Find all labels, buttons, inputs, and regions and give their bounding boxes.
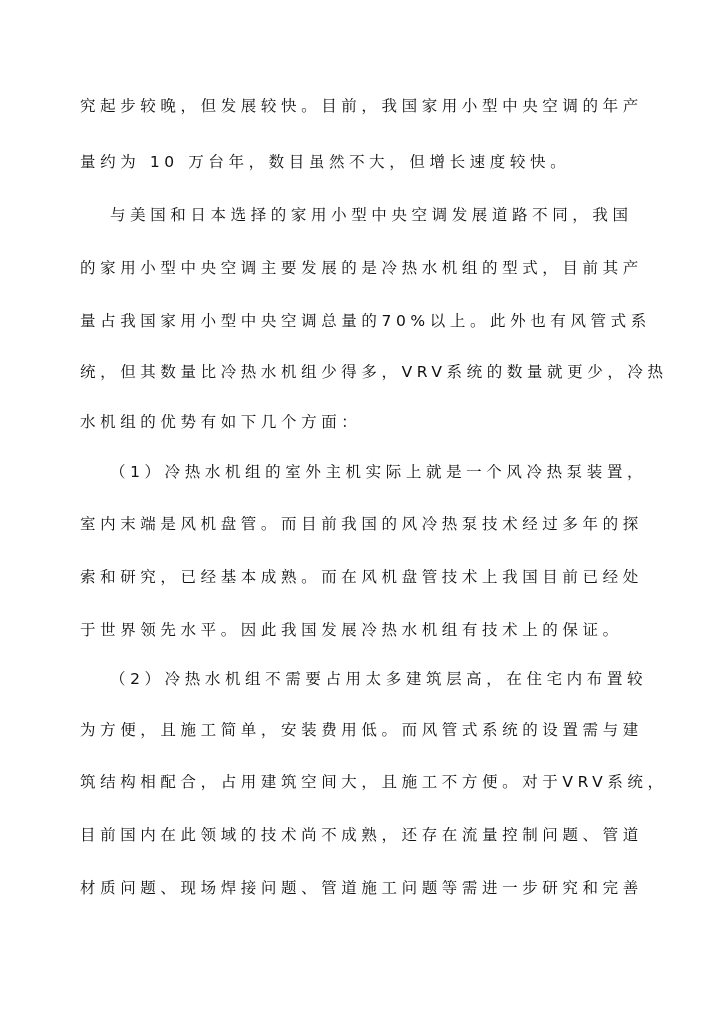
text-line-15: 目前国内在此领域的技术尚不成熟，还存在流量控制问题、管道	[80, 826, 643, 844]
text-line-1: 究起步较晚，但发展较快。目前，我国家用小型中央空调的年产	[80, 97, 643, 115]
text-line-16: 材质问题、现场焊接问题、管道施工问题等需进一步研究和完善	[80, 879, 643, 897]
text-line-3: 与美国和日本选择的家用小型中央空调发展道路不同，我国	[110, 206, 633, 224]
text-line-8: （1）冷热水机组的室外主机实际上就是一个风冷热泵装置，	[110, 463, 648, 481]
text-line-5: 量占我国家用小型中央空调总量的70%以上。此外也有风管式系	[80, 312, 651, 330]
text-line-9: 室内末端是风机盘管。而目前我国的风冷热泵技术经过多年的探	[80, 515, 643, 533]
text-line-14: 筑结构相配合，占用建筑空间大，且施工不方便。对于VRV系统，	[80, 773, 668, 791]
text-line-10: 索和研究，已经基本成熟。而在风机盘管技术上我国目前已经处	[80, 568, 643, 586]
text-line-4: 的家用小型中央空调主要发展的是冷热水机组的型式，目前其产	[80, 259, 643, 277]
text-line-12: （2）冷热水机组不需要占用太多建筑层高，在住宅内布置较	[110, 670, 648, 688]
text-line-2: 量约为 10 万台年，数目虽然不大，但增长速度较快。	[80, 153, 571, 171]
text-line-6: 统，但其数量比冷热水机组少得多，VRV系统的数量就更少，冷热	[80, 363, 668, 381]
text-line-11: 于世界领先水平。因此我国发展冷热水机组有技术上的保证。	[80, 621, 623, 639]
text-line-13: 为方便，且施工简单，安装费用低。而风管式系统的设置需与建	[80, 721, 643, 739]
text-line-7: 水机组的优势有如下几个方面：	[80, 413, 362, 431]
